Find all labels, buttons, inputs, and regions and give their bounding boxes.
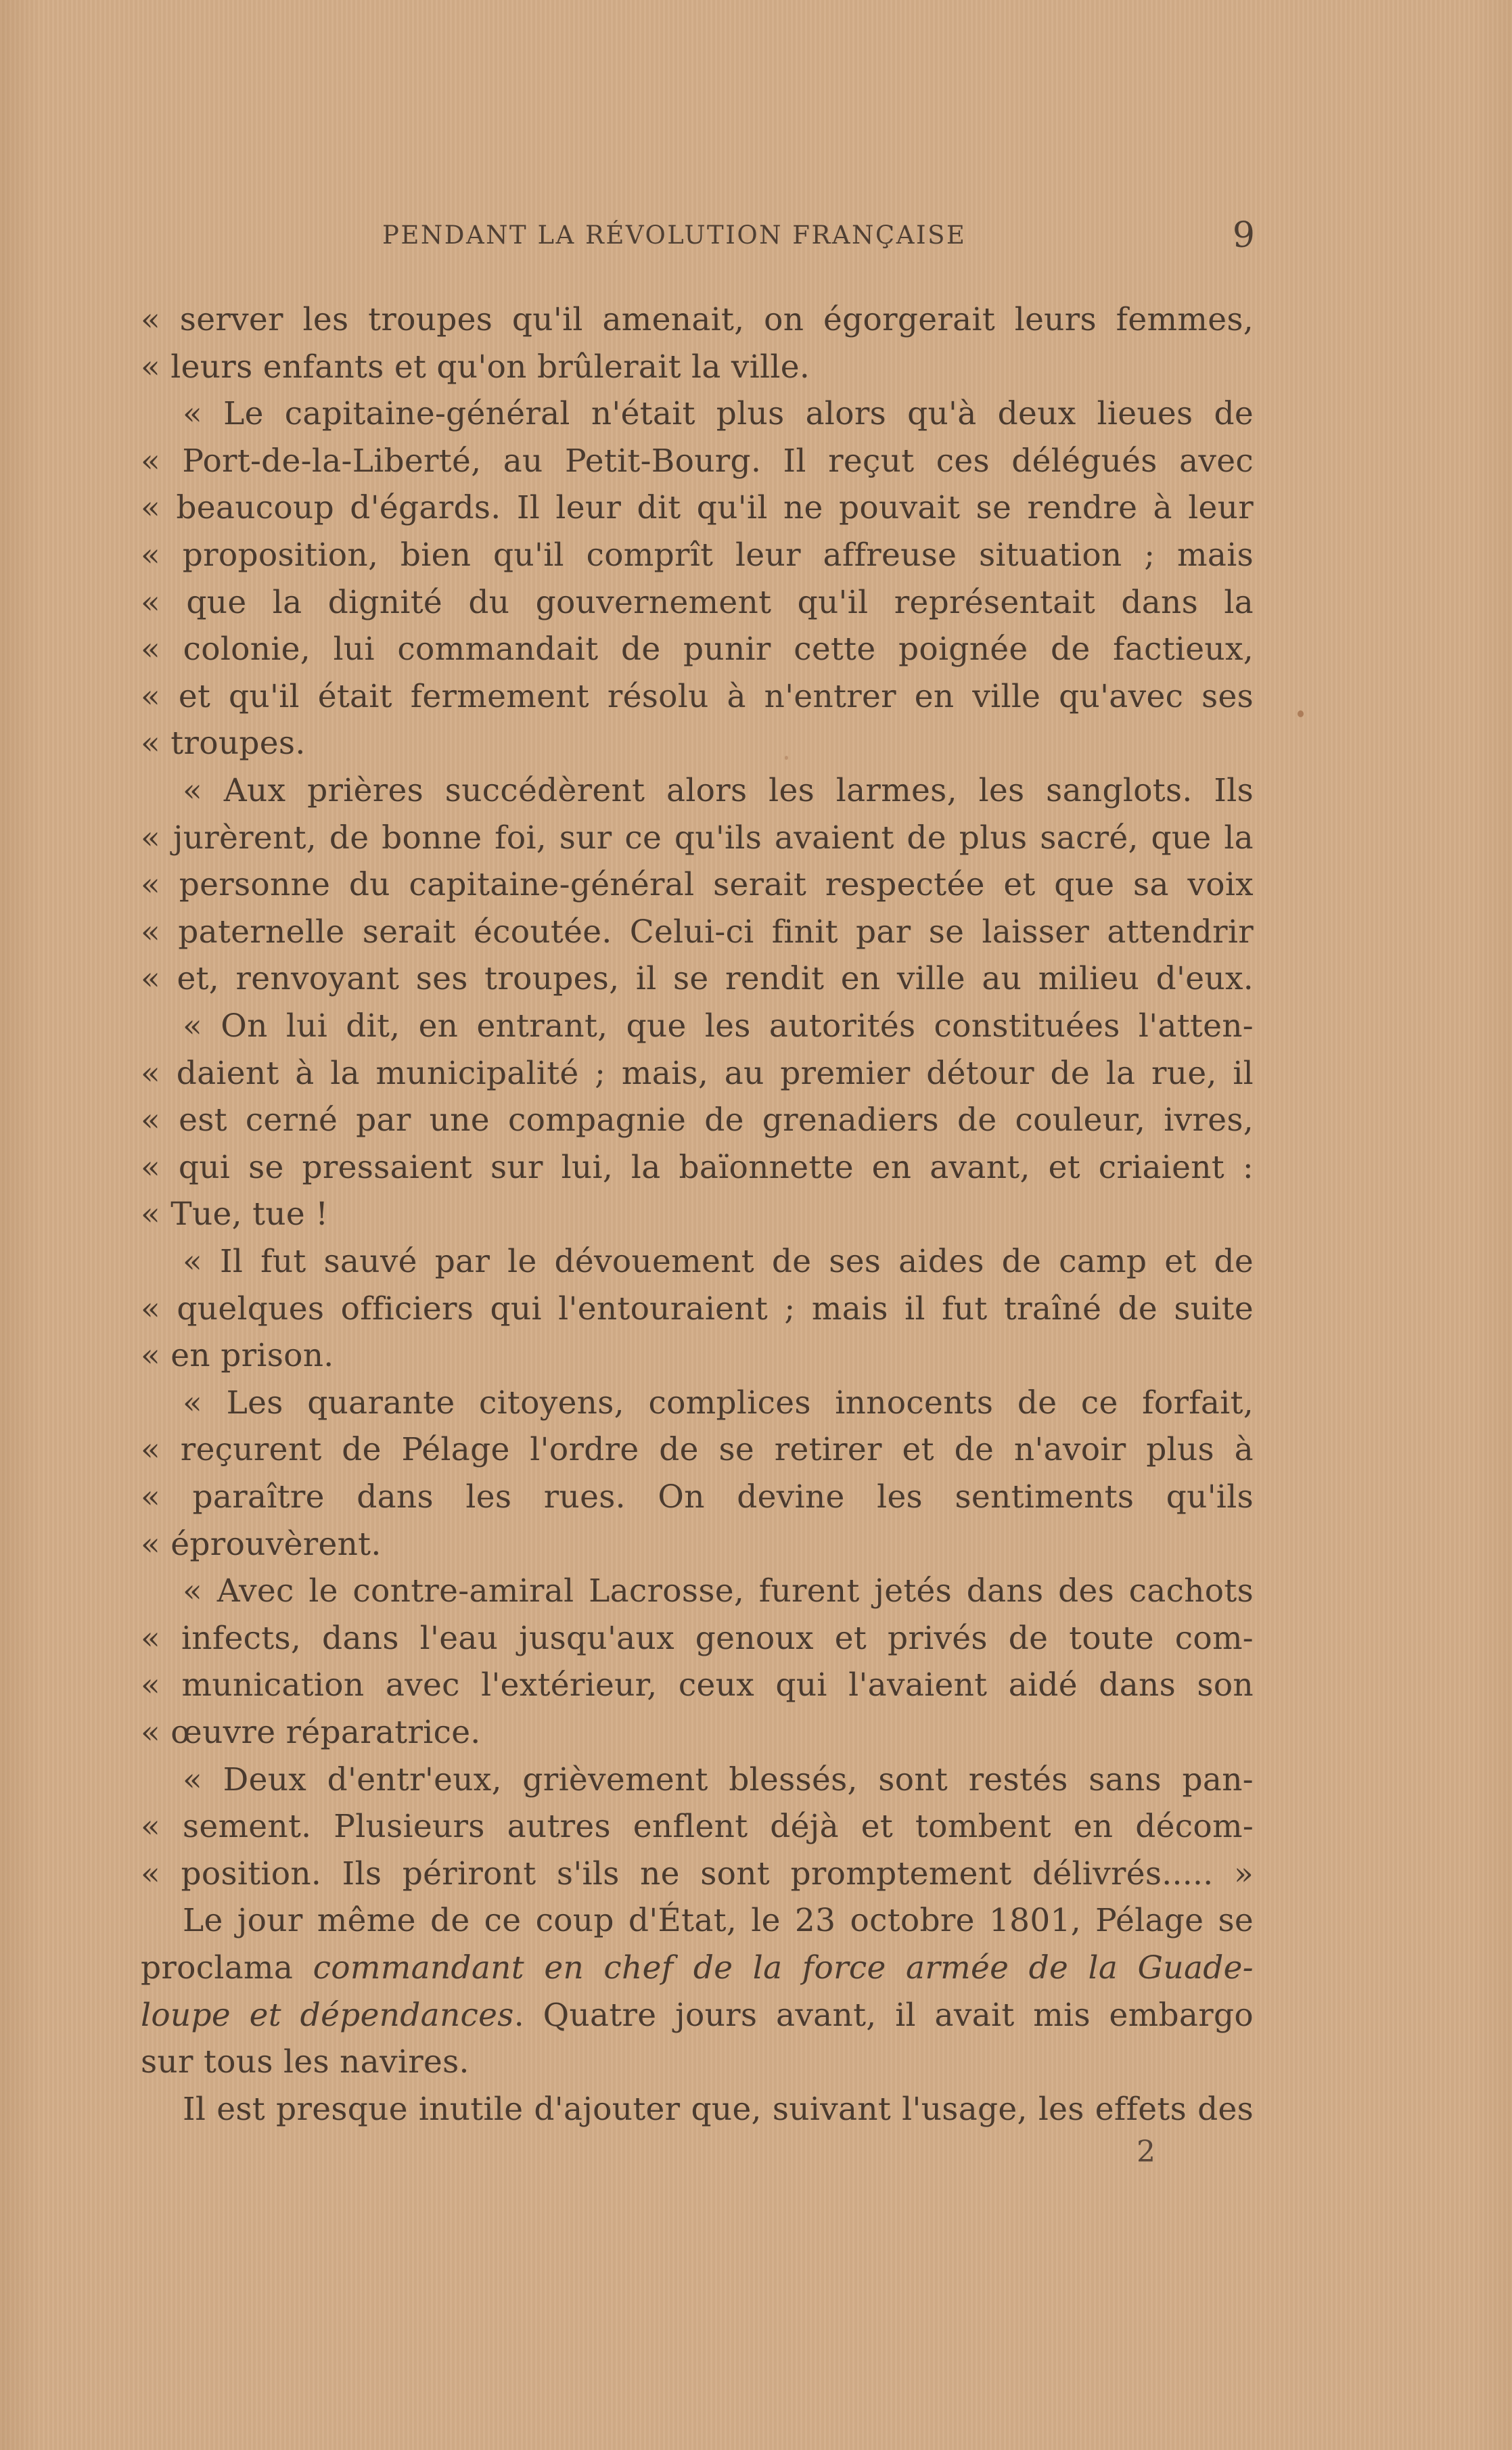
text-line: « quelques officiers qui l'entouraient ; mais il fut traîné de suite xyxy=(141,1290,1254,1328)
page-number: 9 xyxy=(1232,215,1255,256)
text-line: « munication avec l'extérieur, ceux qui l'avaient aidé dans son xyxy=(141,1666,1254,1704)
italic-phrase: commandant en chef de la force armée de la Guade- xyxy=(313,1949,1254,1987)
text-line: « sement. Plusieurs autres enflent déjà et tombent en décom- xyxy=(141,1808,1254,1846)
text-line: « et qu'il était fermement résolu à n'entrer en ville qu'avec ses xyxy=(141,677,1254,715)
text-line: « infects, dans l'eau jusqu'aux genoux et privés de toute com- xyxy=(141,1619,1254,1657)
text-line: « Aux prières succédèrent alors les larmes, les sanglots. Ils xyxy=(183,772,1254,809)
text-line xyxy=(141,1945,1254,1992)
running-head-title: PENDANT LA RÉVOLUTION FRANÇAISE xyxy=(382,221,967,250)
text-line: « qui se pressaient sur lui, la baïonnette en avant, et criaient : xyxy=(141,1148,1254,1186)
text-line: « est cerné par une compagnie de grenadiers de couleur, ivres, xyxy=(141,1102,1254,1139)
text-line: « œuvre réparatrice. xyxy=(141,1714,481,1751)
text-line: « daient à la municipalité ; mais, au premier détour de la rue, il xyxy=(141,1054,1254,1092)
signature-mark: 2 xyxy=(1137,2135,1155,2169)
text-line: « On lui dit, en entrant, que les autorités constituées l'atten- xyxy=(183,1007,1254,1045)
text-line: « leurs enfants et qu'on brûlerait la ville. xyxy=(141,348,810,386)
text-line xyxy=(141,1992,1254,2039)
text-line: « paraître dans les rues. On devine les sentiments qu'ils xyxy=(141,1478,1254,1516)
text-line: « reçurent de Pélage l'ordre de se retirer et de n'avoir plus à xyxy=(141,1431,1254,1469)
text-line: « colonie, lui commandait de punir cette poignée de factieux, xyxy=(141,631,1254,668)
paper-speck xyxy=(785,756,788,760)
text-line: Le jour même de ce coup d'État, le 23 octobre 1801, Pélage se xyxy=(183,1902,1254,1940)
italic-phrase: loupe et dépendances xyxy=(141,1996,514,2034)
text-line: « beaucoup d'égards. Il leur dit qu'il ne pouvait se rendre à leur xyxy=(141,489,1254,527)
text-line: « Deux d'entr'eux, grièvement blessés, sont restés sans pan- xyxy=(183,1761,1254,1798)
text-line: « que la dignité du gouvernement qu'il représentait dans la xyxy=(141,583,1254,621)
text-line: « Tue, tue ! xyxy=(141,1196,329,1233)
text-line: « Les quarante citoyens, complices innocents de ce forfait, xyxy=(183,1384,1254,1422)
text-line: « jurèrent, de bonne foi, sur ce qu'ils avaient de plus sacré, que la xyxy=(141,819,1254,857)
text-line: « Le capitaine-général n'était plus alors qu'à deux lieues de xyxy=(183,395,1254,433)
text-line: sur tous les navires. xyxy=(141,2043,469,2081)
text-span: proclama xyxy=(141,1949,313,1987)
text-line: « server les troupes qu'il amenait, on égorgerait leurs femmes, xyxy=(141,301,1254,338)
text-line: « position. Ils périront s'ils ne sont promptement délivrés..... » xyxy=(141,1855,1254,1892)
text-line: Il est presque inutile d'ajouter que, suivant l'usage, les effets des xyxy=(183,2090,1254,2128)
running-head xyxy=(382,215,1255,256)
text-span: . Quatre jours avant, il avait mis embargo xyxy=(513,1996,1254,2034)
text-line: « éprouvèrent. xyxy=(141,1525,382,1563)
paper-speck xyxy=(1298,710,1304,717)
text-line: « et, renvoyant ses troupes, il se rendit en ville au milieu d'eux. xyxy=(141,960,1254,998)
text-line: « Port-de-la-Liberté, au Petit-Bourg. Il reçut ces délégués avec xyxy=(141,442,1254,480)
text-line: « en prison. xyxy=(141,1337,334,1375)
text-line: « Il fut sauvé par le dévouement de ses aides de camp et de xyxy=(183,1243,1254,1280)
text-line: « Avec le contre-amiral Lacrosse, furent jetés dans des cachots xyxy=(183,1572,1254,1610)
text-line: « proposition, bien qu'il comprît leur affreuse situation ; mais xyxy=(141,537,1254,574)
text-line: « personne du capitaine-général serait respectée et que sa voix xyxy=(141,866,1254,904)
text-line: « paternelle serait écoutée. Celui-ci finit par se laisser attendrir xyxy=(141,913,1254,951)
text-line: « troupes. xyxy=(141,725,306,763)
